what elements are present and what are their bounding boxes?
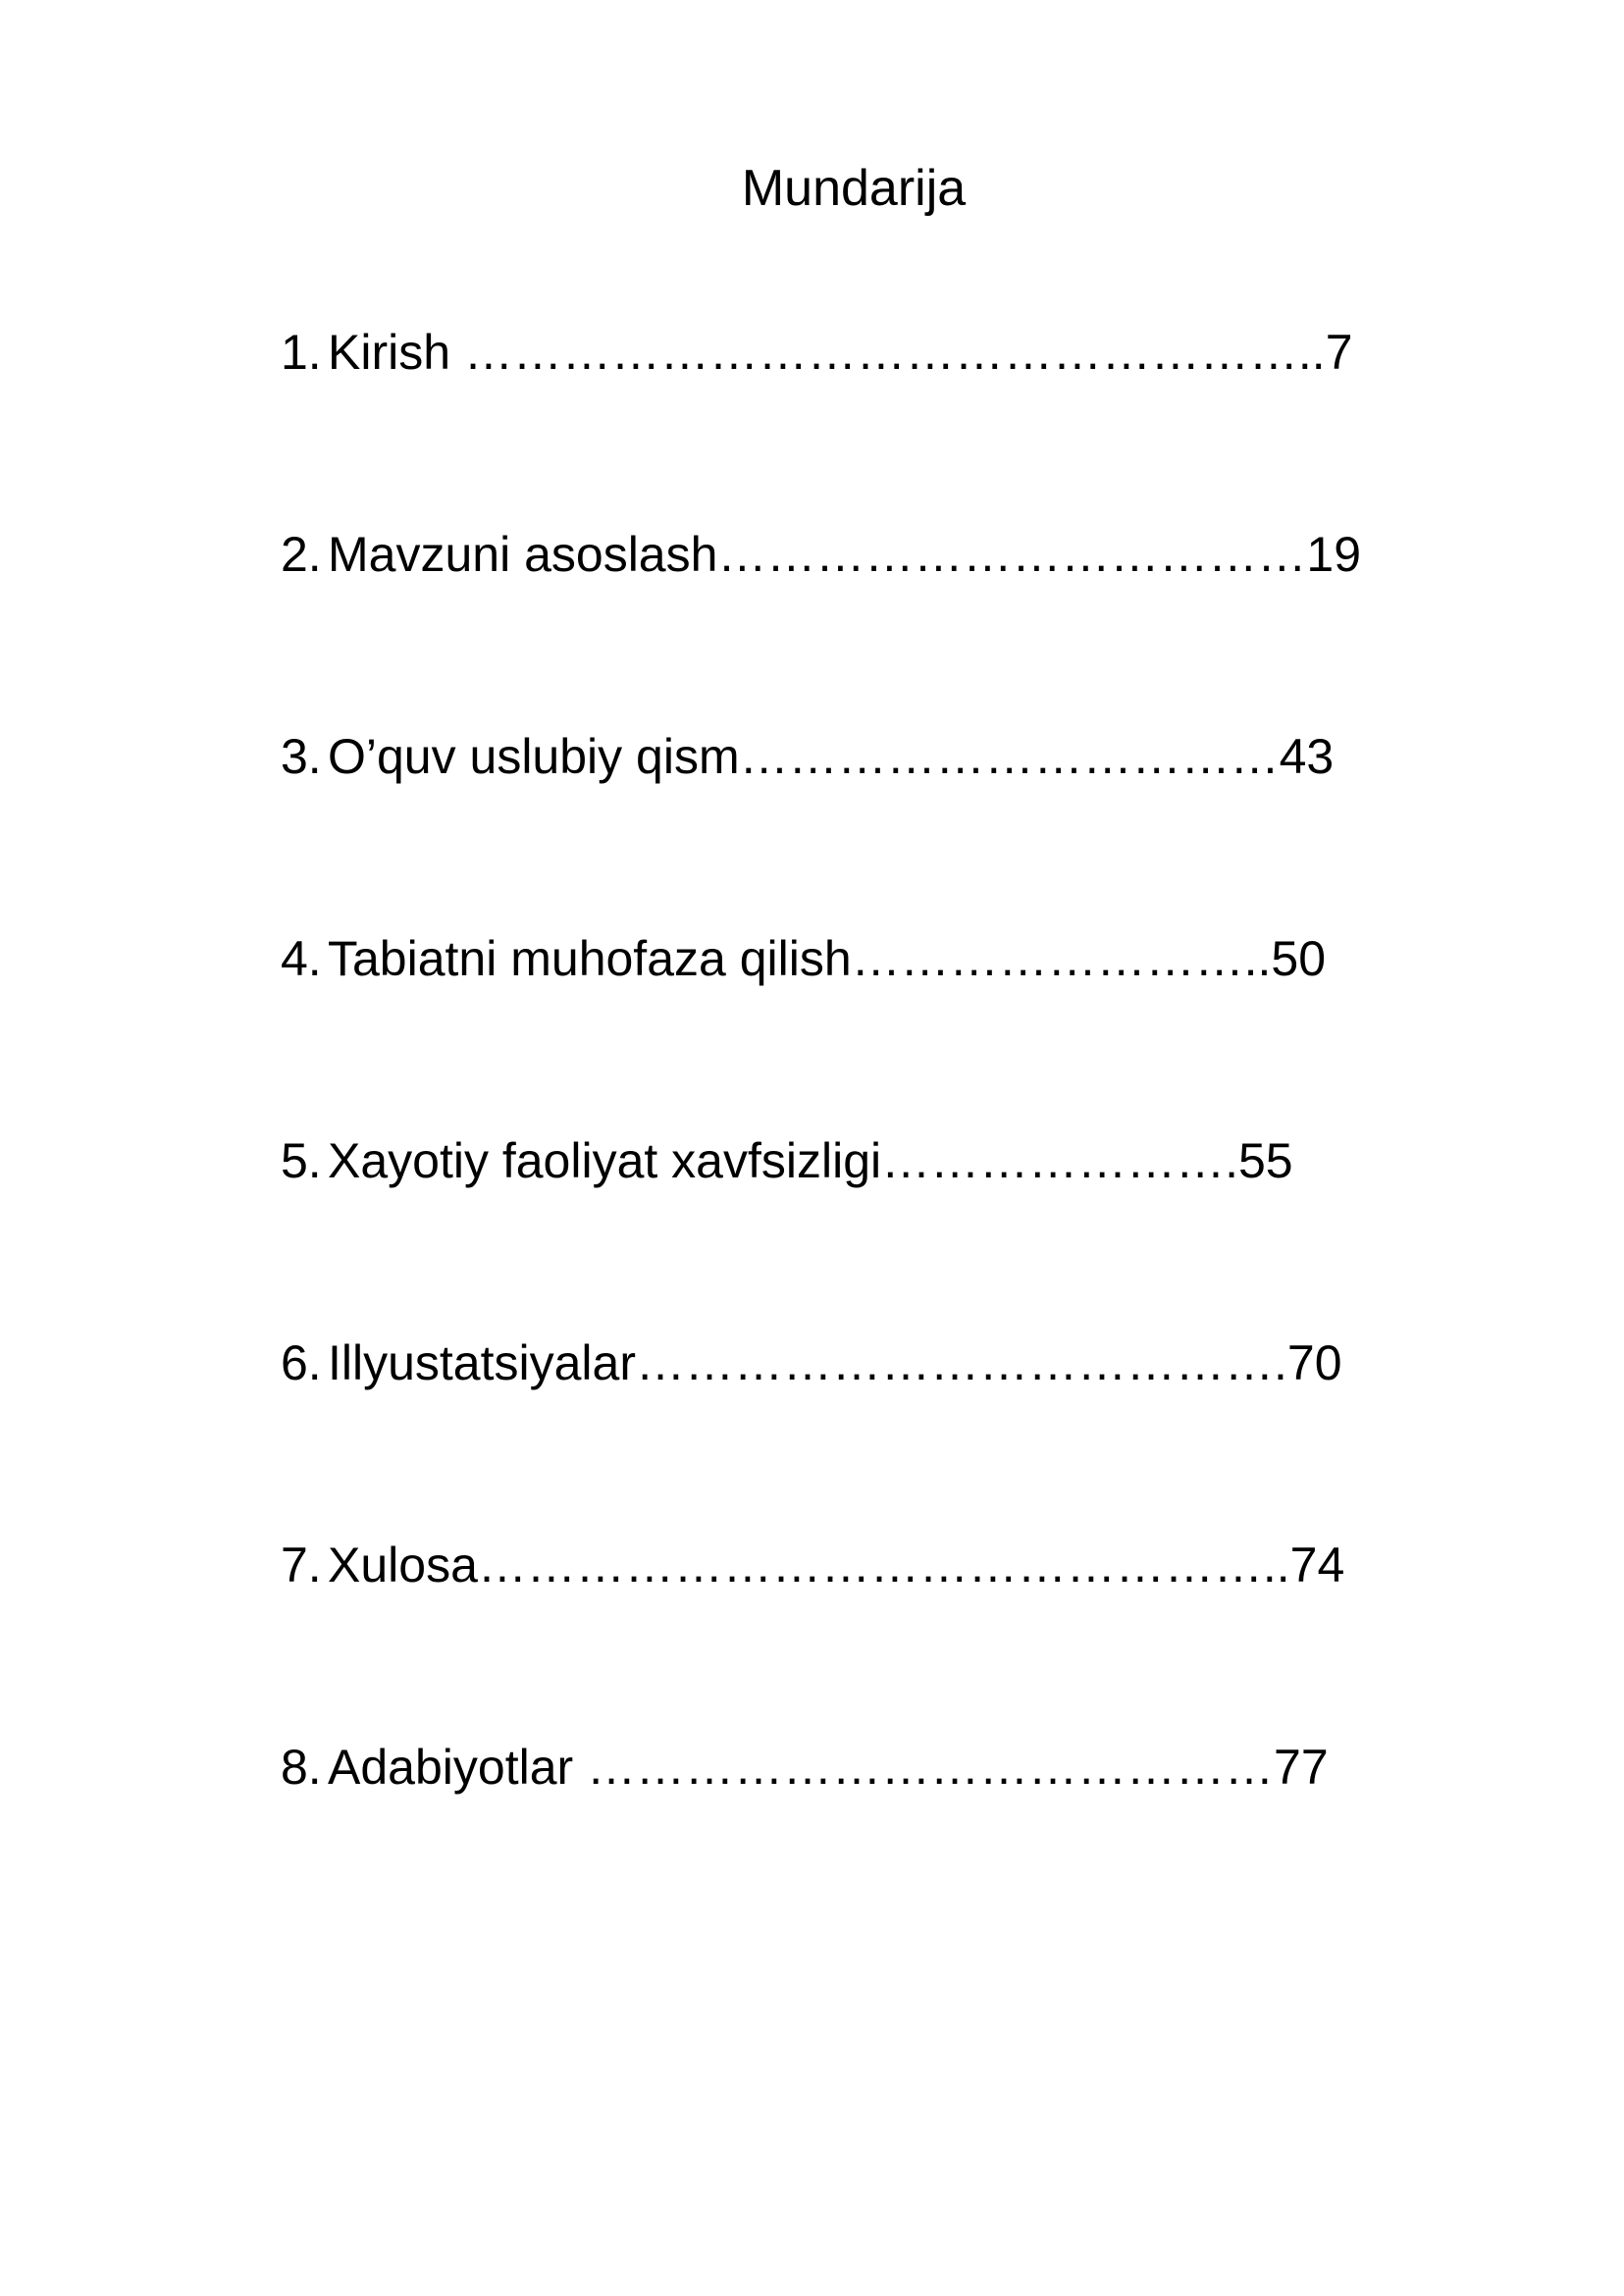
toc-entry-number: 7.	[281, 1538, 322, 1592]
toc-entry	[281, 1132, 1361, 1334]
toc-entry-number: 2.	[281, 527, 322, 582]
toc-entry-number: 6.	[281, 1335, 322, 1390]
page-title: Mundarija	[741, 160, 967, 217]
toc-entry	[281, 526, 1361, 728]
toc-entry-label: Mavzuni asoslash………………………………19	[328, 527, 1362, 582]
toc-entry-number: 1.	[281, 325, 322, 380]
toc-entry	[281, 1537, 1361, 1739]
toc-entry	[281, 1739, 1361, 1941]
toc-entry-label: Adabiyotlar ……………………………………77	[328, 1740, 1329, 1795]
toc-entry-label: Tabiatni muhofaza qilish……………………..50	[328, 931, 1327, 986]
toc-entry	[281, 1334, 1361, 1537]
toc-entry-label: Kirish ……………………………………………..7	[328, 325, 1353, 380]
toc-entry-number: 5.	[281, 1133, 322, 1188]
table-of-contents	[281, 324, 1361, 1941]
toc-entry-number: 8.	[281, 1740, 322, 1795]
toc-entry	[281, 324, 1361, 526]
toc-entry-label: O’quv uslubiy qism……………………………43	[328, 729, 1335, 784]
toc-entry-number: 3.	[281, 729, 322, 784]
toc-entry-label: Xulosa…………………………………………..74	[328, 1538, 1345, 1592]
toc-entry	[281, 728, 1361, 930]
toc-entry-number: 4.	[281, 931, 322, 986]
toc-entry	[281, 930, 1361, 1132]
toc-entry-label: Xayotiy faoliyat xavfsizligi………………….55	[328, 1133, 1293, 1188]
toc-entry-label: Illyustatsiyalar………………………………….70	[328, 1335, 1342, 1390]
